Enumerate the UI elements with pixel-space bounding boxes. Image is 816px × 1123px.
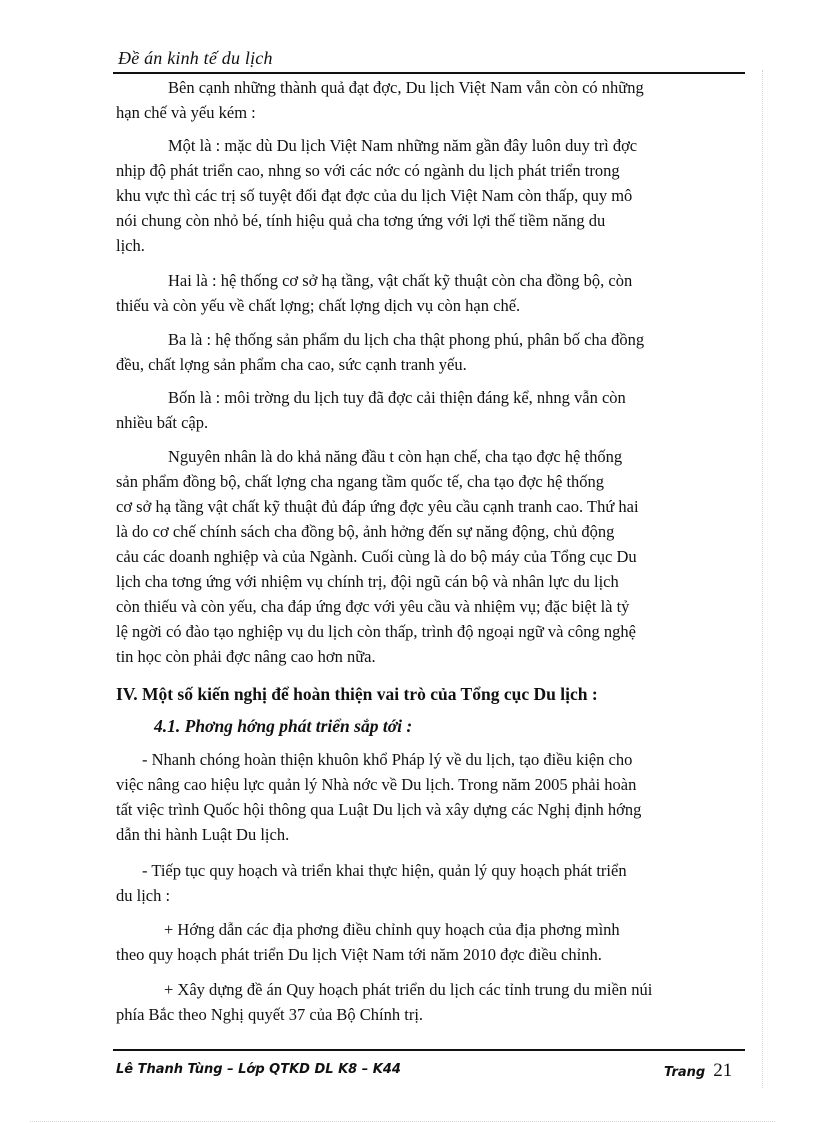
paragraph-5	[116, 385, 742, 435]
paragraph-line: sản phẩm đồng bộ, chất lợng cha ngang tầm quốc tế, cha tạo đợc hệ thống	[116, 472, 605, 491]
paragraph-line: - Tiếp tục quy hoạch và triển khai thực hiện, quản lý quy hoạch phát triển	[142, 861, 627, 880]
paragraph-line: cảu các doanh nghiệp và của Ngành. Cuối cùng là do bộ máy của Tổng cục Du	[116, 547, 637, 566]
paragraph-4	[116, 327, 742, 377]
footer-rule	[113, 1049, 745, 1051]
paragraph-line: - Nhanh chóng hoàn thiện khuôn khổ Pháp lý về du lịch, tạo điều kiện cho	[142, 750, 633, 769]
paragraph-line: Ba là : hệ thống sản phẩm du lịch cha thật phong phú, phân bố cha đồng	[168, 330, 645, 349]
footer-author: Lê Thanh Tùng – Lớp QTKD DL K8 – K44	[116, 1062, 401, 1077]
paragraph-line: khu vực thì các trị số tuyệt đối đạt đợc của du lịch Việt Nam còn thấp, quy mô	[116, 186, 633, 205]
paragraph-line: tất việc trình Quốc hội thông qua Luật Du lịch và xây dựng các Nghị định hớng	[116, 800, 642, 819]
page-border-right	[762, 70, 763, 1088]
paragraph-line: tin học còn phải đợc nâng cao hơn nữa.	[116, 647, 376, 666]
paragraph-line: nhiều bất cập.	[116, 413, 209, 432]
paragraph-line: là do cơ chế chính sách cha đồng bộ, ảnh hởng đến sự năng động, chủ động	[116, 522, 615, 541]
paragraph-line: việc nâng cao hiệu lực quản lý Nhà nớc về Du lịch. Trong năm 2005 phải hoàn	[116, 775, 637, 794]
page-border-bottom	[30, 1121, 775, 1122]
paragraph-line: hạn chế và yếu kém :	[116, 103, 256, 122]
paragraph-line: dẫn thi hành Luật Du lịch.	[116, 825, 290, 844]
paragraph-2	[116, 133, 742, 258]
section-heading: IV. Một số kiến nghị để hoàn thiện vai trò của Tổng cục Du lịch :	[116, 684, 598, 704]
paragraph-line: còn thiếu và còn yếu, cha đáp ứng đợc với yêu cầu và nhiệm vụ; đặc biệt là tỷ	[116, 597, 630, 616]
paragraph-line: nhịp độ phát triển cao, nhng so với các nớc có ngành du lịch phát triển trong	[116, 161, 620, 180]
paragraph-line: Bên cạnh những thành quả đạt đợc, Du lịch Việt Nam vẫn còn có những	[168, 78, 644, 97]
paragraph-line: lịch.	[116, 236, 145, 255]
paragraph-line: Một là : mặc dù Du lịch Việt Nam những năm gần đây luôn duy trì đợc	[168, 136, 638, 155]
paragraph-line: cơ sở hạ tầng vật chất kỹ thuật đủ đáp ứng đợc yêu cầu cạnh tranh cao. Thứ hai	[116, 497, 639, 516]
paragraph-line: + Xây dựng đề án Quy hoạch phát triển du lịch các tỉnh trung du miền núi	[164, 980, 653, 999]
footer-page	[664, 1060, 732, 1082]
paragraph-line: nói chung còn nhỏ bé, tính hiệu quả cha tơng ứng với lợi thế tiềm năng du	[116, 211, 606, 230]
paragraph-10	[116, 977, 742, 1027]
paragraph-line: Bốn là : môi trờng du lịch tuy đã đợc cải thiện đáng kể, nhng vẫn còn	[168, 388, 626, 407]
header-rule	[113, 72, 745, 74]
paragraph-line: đều, chất lợng sản phẩm cha cao, sức cạnh tranh yếu.	[116, 355, 467, 374]
paragraph-9	[116, 917, 742, 967]
paragraph-line: lịch cha tơng ứng với nhiệm vụ chính trị, đội ngũ cán bộ và nhân lực du lịch	[116, 572, 619, 591]
footer-page-label: Trang	[664, 1065, 706, 1080]
paragraph-line: Hai là : hệ thống cơ sở hạ tầng, vật chất kỹ thuật còn cha đồng bộ, còn	[168, 271, 633, 290]
paragraph-line: phía Bắc theo Nghị quyết 37 của Bộ Chính trị.	[116, 1005, 424, 1024]
paragraph-line: du lịch :	[116, 886, 171, 905]
paragraph-line: theo quy hoạch phát triển Du lịch Việt Nam tới năm 2010 đợc điều chỉnh.	[116, 945, 602, 964]
paragraph-6	[116, 444, 742, 669]
paragraph-line: thiếu và còn yếu về chất lợng; chất lợng dịch vụ còn hạn chế.	[116, 296, 521, 315]
paragraph-line: lệ ngời có đào tạo nghiệp vụ du lịch còn thấp, trình độ ngoại ngữ và công nghệ	[116, 622, 636, 641]
header-title: Đề án kinh tế du lịch	[118, 48, 273, 68]
paragraph-1	[116, 75, 742, 125]
paragraph-line: + Hớng dẫn các địa phơng điều chỉnh quy hoạch của địa phơng mình	[164, 920, 620, 939]
paragraph-line: Nguyên nhân là do khả năng đầu t còn hạn chế, cha tạo đợc hệ thống	[168, 447, 623, 466]
paragraph-8	[116, 858, 742, 908]
paragraph-7	[116, 747, 742, 847]
paragraph-3	[116, 268, 742, 318]
subsection-heading: 4.1. Phơng hớng phát triển sắp tới :	[154, 716, 413, 736]
footer-page-number: 21	[713, 1060, 733, 1081]
